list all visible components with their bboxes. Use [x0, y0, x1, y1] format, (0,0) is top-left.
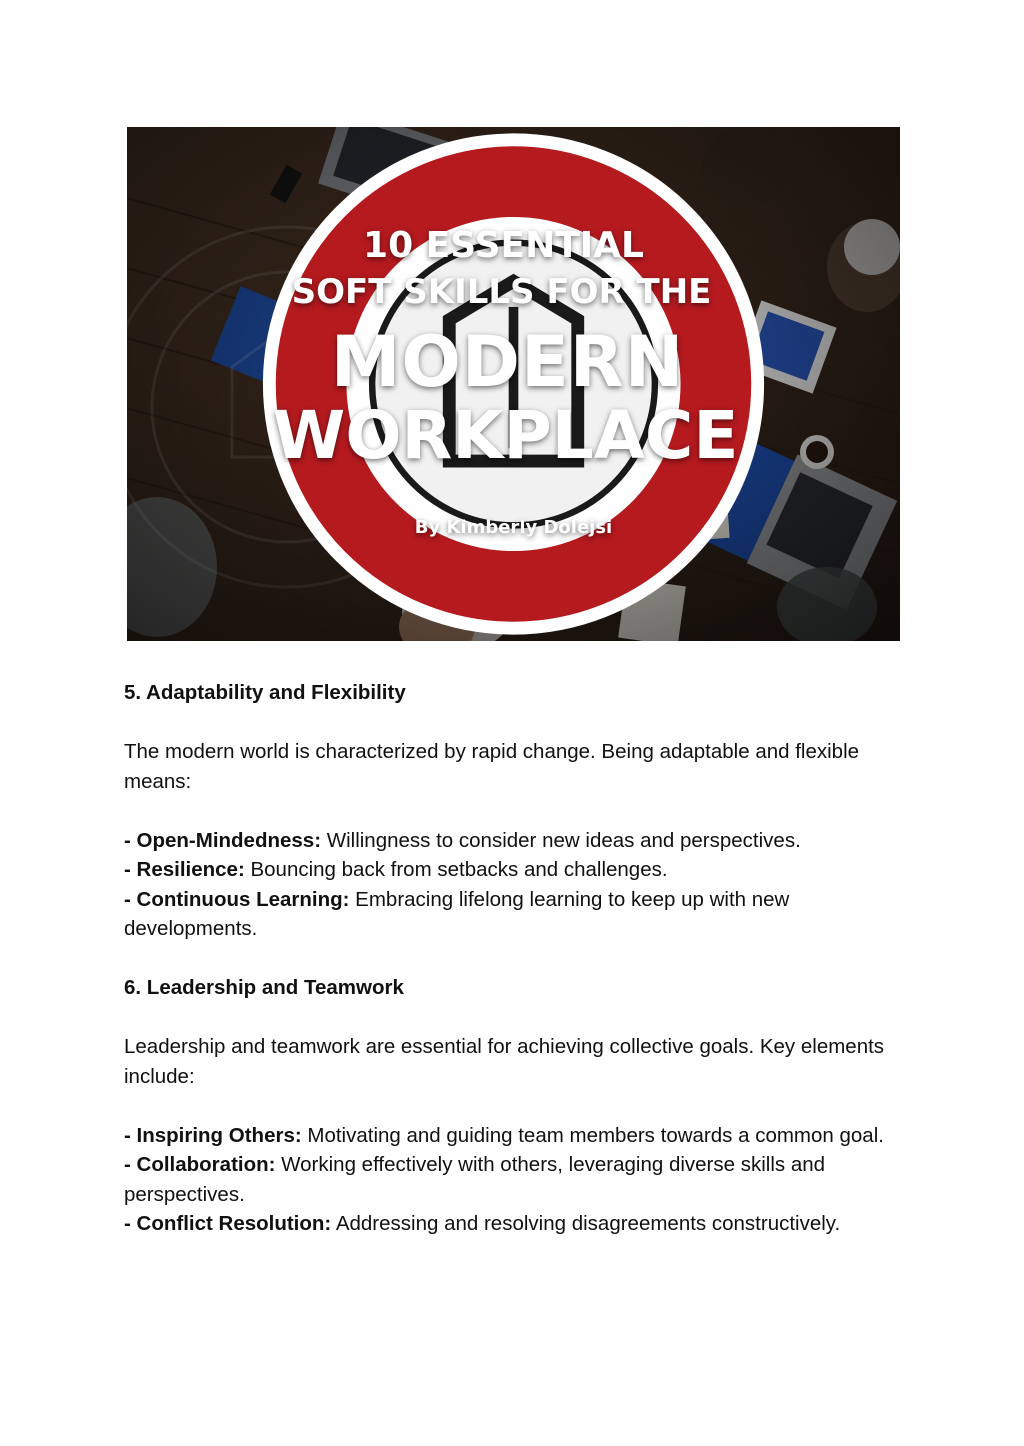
section-intro-leadership: Leadership and teamwork are essential for achieving collective goals. Key elements include: — [124, 1035, 885, 1088]
list-item — [124, 826, 914, 856]
list-item-term: - Continuous Learning: — [124, 887, 350, 911]
list-item — [124, 1121, 914, 1151]
skill-list-adaptability — [124, 826, 914, 944]
document-body — [124, 678, 914, 1268]
banner-title-line2: SOFT SKILLS FOR THE — [291, 272, 712, 312]
banner-author: By Kimberly Dolejsi — [414, 517, 613, 538]
list-item-text: Willingness to consider new ideas and perspectives. — [321, 828, 801, 852]
banner-title-line3: MODERN — [330, 321, 685, 403]
list-item-text: Addressing and resolving disagreements constructively. — [331, 1212, 841, 1235]
section-intro-adaptability: The modern world is characterized by rapid change. Being adaptable and flexible means: — [124, 740, 860, 793]
section-heading-adaptability: 5. Adaptability and Flexibility — [124, 681, 406, 704]
list-item-term: - Collaboration: — [124, 1153, 276, 1176]
list-item-term: - Open-Mindedness: — [124, 828, 322, 852]
list-item-term: - Resilience: — [124, 858, 245, 881]
section-heading-leadership: 6. Leadership and Teamwork — [124, 976, 404, 999]
list-item-term: - Inspiring Others: — [124, 1123, 302, 1147]
list-item — [124, 855, 914, 885]
skill-list-leadership — [124, 1121, 914, 1239]
banner-image — [127, 127, 900, 641]
list-item — [124, 885, 914, 944]
list-item — [124, 1209, 914, 1239]
list-item-text: Working effectively with others, leveraging diverse skills and perspectives. — [124, 1153, 826, 1206]
list-item-text: Motivating and guiding team members towards a common goal. — [301, 1123, 884, 1147]
banner-title-line1: 10 ESSENTIAL — [363, 225, 644, 266]
list-item-text: Embracing lifelong learning to keep up with new developments. — [124, 887, 790, 940]
list-item — [124, 1150, 914, 1209]
list-item-term: - Conflict Resolution: — [124, 1212, 332, 1235]
banner-title-line4: WORKPLACE — [272, 397, 739, 474]
list-item-text: Bouncing back from setbacks and challenges. — [244, 858, 668, 881]
